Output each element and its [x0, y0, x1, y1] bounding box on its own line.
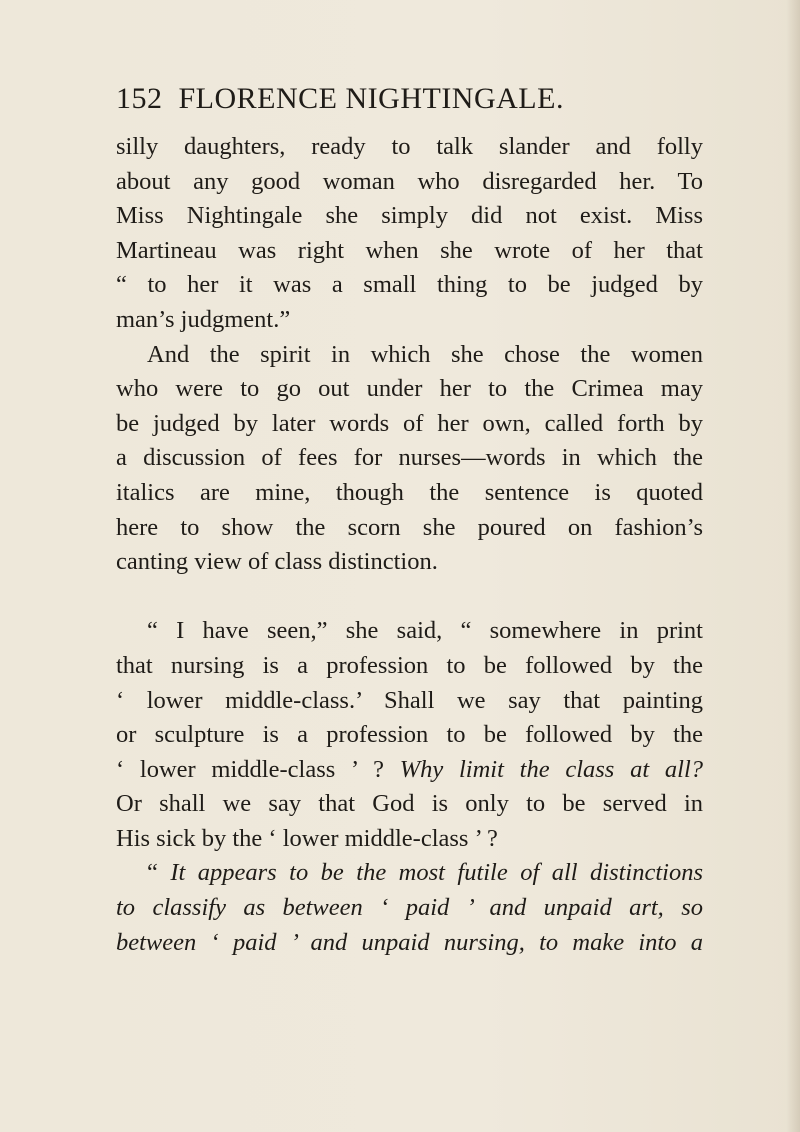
paragraph-gap	[116, 580, 703, 615]
paragraph-1	[116, 130, 703, 338]
text-line: Martineau was right when she wrote of her that	[116, 236, 703, 264]
text-line: man’s judgment.”	[116, 305, 291, 333]
text-line: Or shall we say that God is only to be served in	[116, 790, 703, 818]
running-header	[116, 82, 686, 118]
text-line: to classify as between ‘ paid ’ and unpaid art, so	[116, 894, 703, 922]
page-edge-shadow	[786, 0, 800, 1132]
text-line: silly daughters, ready to talk slander and folly	[116, 133, 703, 160]
text-line: between ‘ paid ’ and unpaid nursing, to make into a	[116, 928, 703, 956]
text-line: about any good woman who disregarded her. To	[116, 167, 703, 195]
italic-segment: Why limit the class at all?	[399, 755, 704, 783]
quote-paragraph-1	[116, 614, 703, 856]
text-line: here to show the scorn she poured on fashion’s	[116, 513, 703, 541]
page-number: 152	[116, 82, 163, 115]
text-line-mixed	[116, 753, 703, 788]
text-line: ‘ lower middle-class.’ Shall we say that painting	[116, 686, 703, 714]
text-line-mixed	[116, 856, 703, 891]
quote-paragraph-2	[116, 856, 703, 960]
text-line: Miss Nightingale she simply did not exist. Miss	[116, 202, 703, 230]
text-line: who were to go out under her to the Crimea may	[116, 375, 703, 403]
paragraph-2	[116, 338, 703, 580]
italic-segment: It appears to be the most futile of all distinctions	[170, 859, 704, 887]
text-line: a discussion of fees for nurses—words in which the	[116, 444, 703, 472]
text-line: or sculpture is a profession to be followed by the	[116, 721, 703, 749]
text-line: “ to her it was a small thing to be judged by	[116, 271, 703, 299]
text-line: His sick by the ‘ lower middle-class ’ ?	[116, 824, 498, 852]
text-line: And the spirit in which she chose the women	[147, 340, 703, 368]
text-line: that nursing is a profession to be followed by the	[116, 651, 703, 679]
text-segment: “	[147, 859, 171, 887]
text-segment: ‘ lower middle-class ’ ?	[116, 755, 400, 783]
text-line: italics are mine, though the sentence is quoted	[116, 478, 703, 506]
text-line: canting view of class distinction.	[116, 548, 438, 576]
text-line: “ I have seen,” she said, “ somewhere in print	[147, 617, 703, 645]
body-text	[116, 130, 703, 960]
text-line: be judged by later words of her own, called forth by	[116, 409, 703, 437]
running-title: FLORENCE NIGHTINGALE.	[178, 82, 564, 115]
